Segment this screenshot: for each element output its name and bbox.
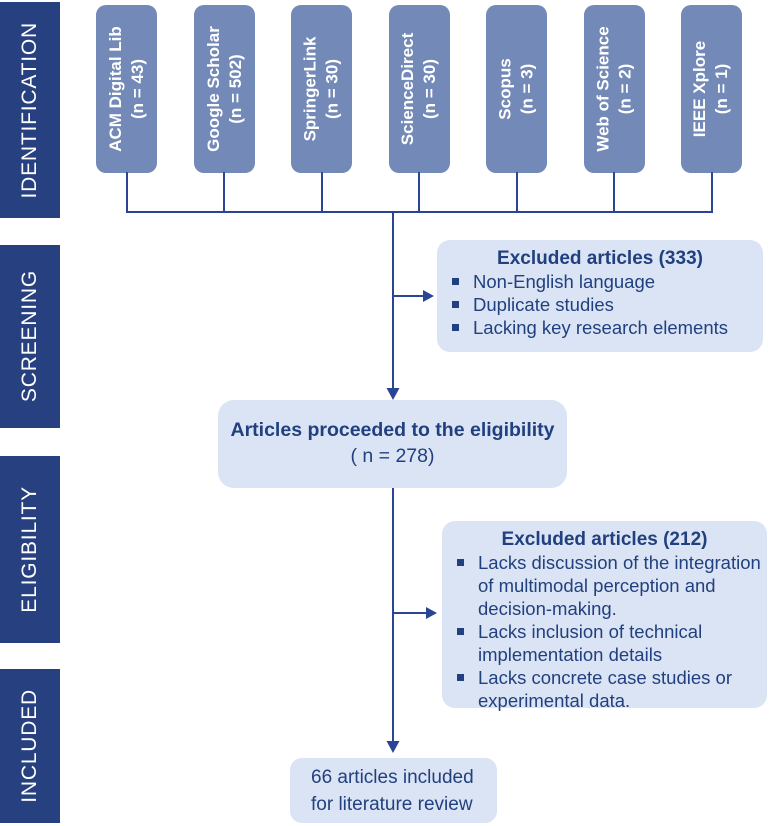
included-result-box <box>290 758 497 823</box>
source-box-google-scholar <box>194 5 255 173</box>
arrow-eligibility-to-included-box <box>387 488 400 753</box>
stage-bar-eligibility <box>0 456 60 643</box>
excluded-screening-title: Excluded articles (333) <box>497 248 703 269</box>
arrow-identification-to-eligibility-box <box>387 211 400 400</box>
stage-bar-screening <box>0 245 60 428</box>
eligibility-proceed-count: ( n = 278) <box>350 445 435 467</box>
included-line1: 66 articles included <box>311 767 474 788</box>
source-box-web-of-science <box>584 5 645 173</box>
source-name: SpringerLink <box>300 36 320 142</box>
source-count: (n = 502) <box>225 54 245 124</box>
included-line2: for literature review <box>311 794 473 815</box>
eligibility-proceed-box <box>218 400 567 488</box>
stage-label-screening: SCREENING <box>18 270 41 403</box>
list-item: Non-English language <box>437 270 763 293</box>
excluded-eligibility-box <box>442 521 767 711</box>
source-box-acm-digital-lib <box>96 5 157 173</box>
source-count: (n = 1) <box>712 63 732 115</box>
source-box-ieee-xplore <box>681 5 742 173</box>
list-item: Lacking key research elements <box>437 316 763 339</box>
source-count: (n = 3) <box>517 63 537 115</box>
stage-label-eligibility: ELIGIBILITY <box>18 486 41 613</box>
excluded-eligibility-list <box>442 551 767 712</box>
list-item: Duplicate studies <box>437 293 763 316</box>
source-name: ScienceDirect <box>398 32 418 146</box>
source-count: (n = 43) <box>127 59 147 120</box>
excluded-screening-box <box>437 240 763 352</box>
list-item: Lacks inclusion of technical implementation details <box>442 620 767 666</box>
source-name: Scopus <box>495 58 515 120</box>
arrow-branch-screening-exclusion <box>394 290 434 302</box>
source-connector-tree <box>126 172 713 212</box>
source-name: IEEE Xplore <box>690 40 710 138</box>
excluded-eligibility-title: Excluded articles (212) <box>501 529 708 550</box>
stage-label-included: INCLUDED <box>18 689 41 803</box>
list-item: Lacks concrete case studies or experimental data. <box>442 666 767 712</box>
stage-bar-identification <box>0 2 60 218</box>
source-box-sciencedirect <box>389 5 450 173</box>
source-box-springerlink <box>291 5 352 173</box>
list-item: Lacks discussion of the integration of multimodal perception and decision-making. <box>442 551 767 620</box>
arrow-branch-eligibility-exclusion <box>394 607 437 619</box>
stage-label-identification: IDENTIFICATION <box>18 21 41 199</box>
source-box-scopus <box>486 5 547 173</box>
eligibility-proceed-title: Articles proceeded to the eligibility <box>230 419 555 441</box>
excluded-screening-list <box>437 270 763 339</box>
source-count: (n = 30) <box>322 59 342 120</box>
stage-bar-included <box>0 669 60 823</box>
source-count: (n = 30) <box>420 59 440 120</box>
source-name: ACM Digital Lib <box>105 26 125 152</box>
source-name: Web of Science <box>593 26 613 152</box>
source-count: (n = 2) <box>615 63 635 115</box>
source-name: Google Scholar <box>203 26 223 152</box>
